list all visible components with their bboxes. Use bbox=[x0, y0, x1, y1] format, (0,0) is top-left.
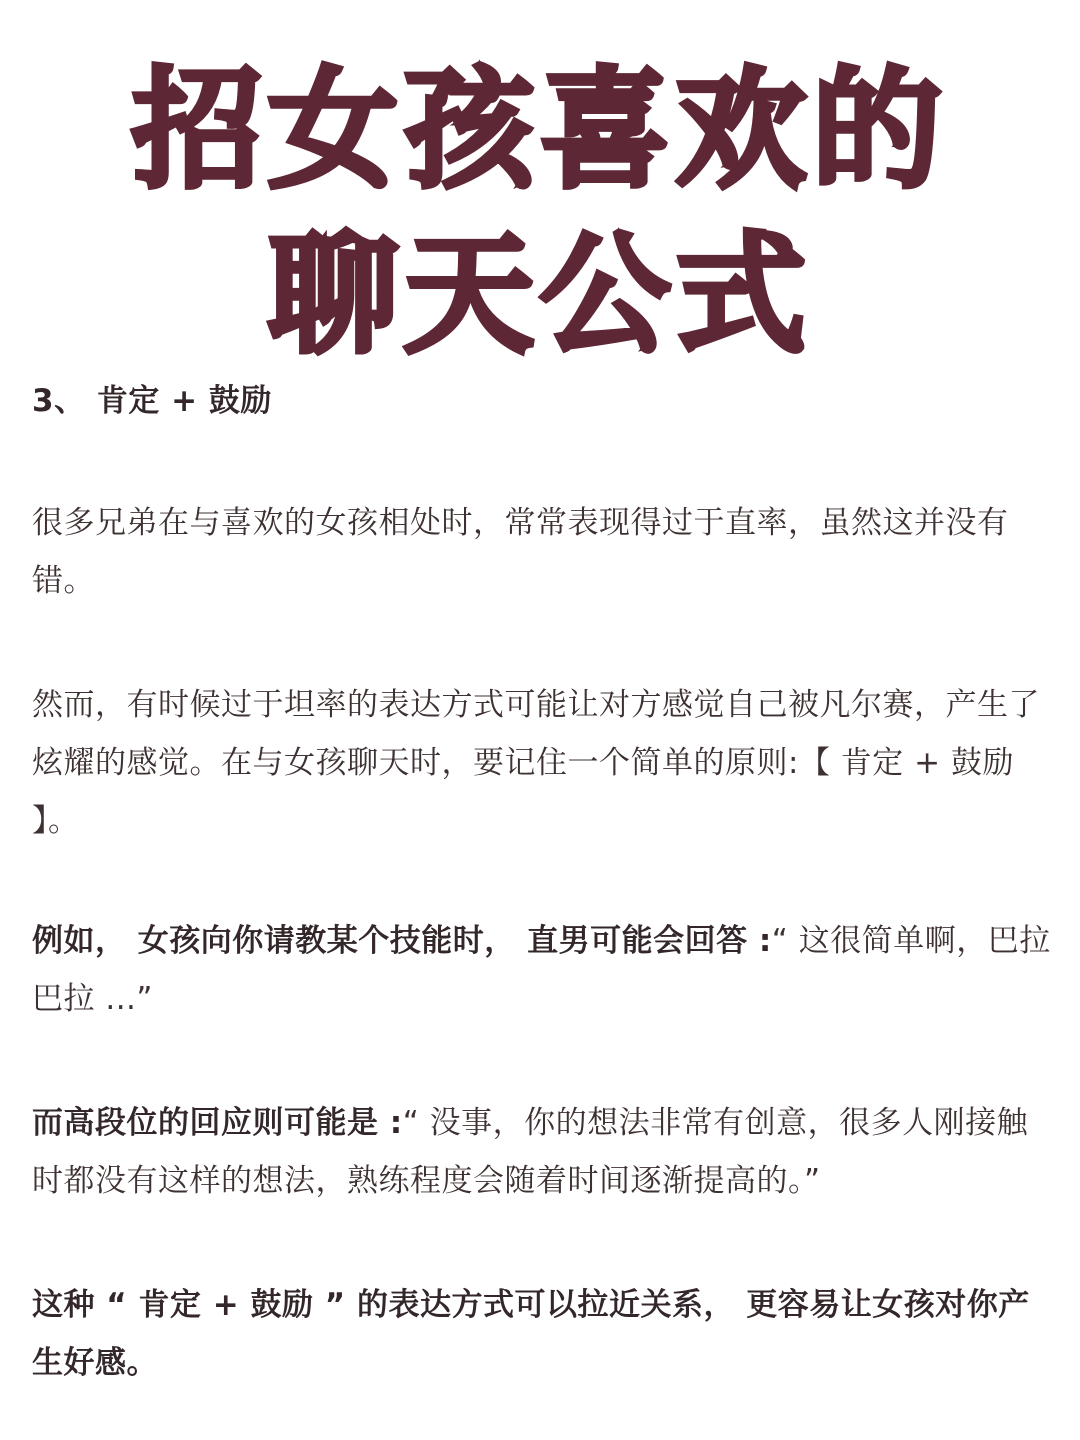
paragraph-4-quote: “ 没事，你的想法非常有创意，很多人刚接触时都没有这样的想法，熟练程度会随着时间逐渐提高的。” bbox=[32, 1105, 1029, 1199]
paragraph-4 bbox=[32, 1094, 1052, 1210]
paragraph-1: 很多兄弟在与喜欢的女孩相处时，常常表现得过于直率，虽然这并没有错。 bbox=[32, 505, 1009, 599]
section-heading: 3、 肯定 + 鼓励 bbox=[32, 383, 272, 419]
paragraph-4-lead: 而高段位的回应则可能是 : bbox=[32, 1105, 403, 1141]
paragraph-5-conclusion: 这种 “ 肯定 + 鼓励 ” 的表达方式可以拉近关系， 更容易让女孩对你产生好感。 bbox=[32, 1287, 1030, 1381]
paragraph-3-lead: 例如， 女孩向你请教某个技能时， 直男可能会回答 : bbox=[32, 923, 772, 959]
paragraph-3 bbox=[32, 912, 1052, 1028]
paragraph-3-quote: “ 这很简单啊，巴拉巴拉 ...” bbox=[32, 923, 1051, 1017]
page-title-line-2: 聊天公式 bbox=[267, 219, 812, 371]
paragraph-2: 然而，有时候过于坦率的表达方式可能让对方感觉自己被凡尔赛，产生了炫耀的感觉。在与女孩聊天时，要记住一个简单的原则:【 肯定 + 鼓励 】。 bbox=[32, 687, 1040, 839]
page-title-line-1: 招女孩喜欢的 bbox=[131, 54, 948, 206]
